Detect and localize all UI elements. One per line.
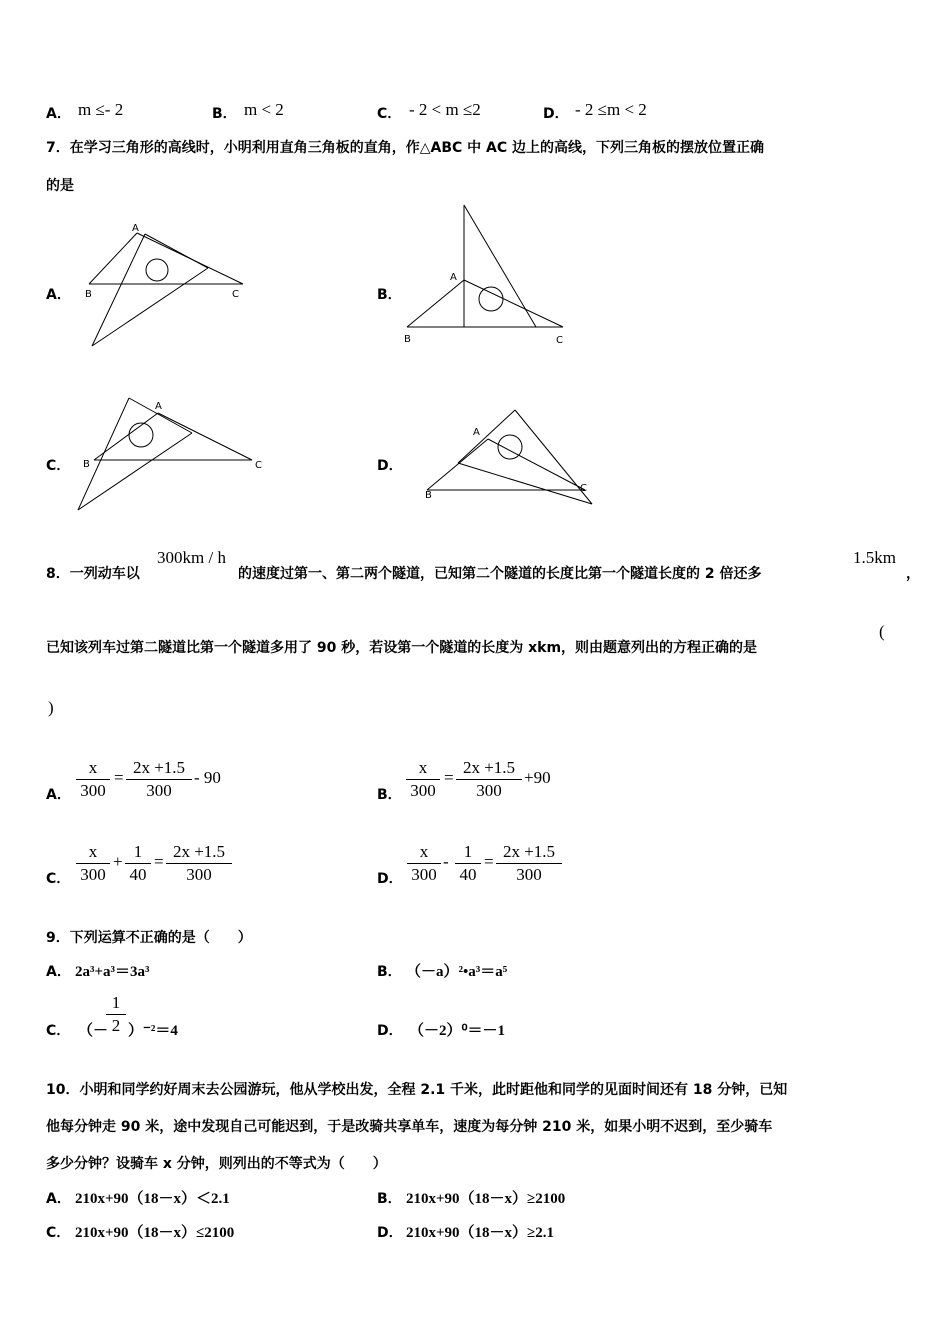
fig-c-label-a: A bbox=[155, 401, 162, 412]
q8-c-rhs-fraction bbox=[166, 841, 232, 886]
q7-figure-a bbox=[80, 218, 250, 350]
q8-b-eq: = bbox=[444, 768, 454, 787]
q10-stem-line3: 多少分钟？设骑车 x 分钟，则列出的不等式为（ ） bbox=[46, 1156, 387, 1172]
q9-stem: 9．下列运算不正确的是（ ） bbox=[46, 930, 252, 946]
q8-a-eq: = bbox=[114, 768, 124, 787]
q6-option-d-label: D． bbox=[543, 106, 569, 122]
q8-a-rhs-den: 300 bbox=[146, 781, 172, 800]
q9-option-c-fraction bbox=[106, 992, 126, 1037]
q6-option-a-text: m ≤- 2 bbox=[78, 100, 124, 119]
q7-option-d-label: D． bbox=[377, 458, 403, 474]
q7-figure-c bbox=[72, 396, 267, 514]
q9-option-c-post: ）⁻²＝4 bbox=[128, 1023, 178, 1039]
q8-a-lhs-den: 300 bbox=[80, 781, 106, 800]
q8-a-rhs-num: 2x +1.5 bbox=[126, 757, 192, 780]
q9-option-c-pre: （－ bbox=[78, 1023, 109, 1039]
q6-option-b-text: m < 2 bbox=[244, 100, 284, 119]
q10-stem-line1: 10．小明和同学约好周末去公园游玩，他从学校出发，全程 2.1 千米，此时距他和同学的见面时间还有 18 分钟，已知 bbox=[46, 1082, 788, 1098]
q7-option-b-label: B． bbox=[377, 287, 402, 303]
q6-option-d-text: - 2 ≤m < 2 bbox=[575, 100, 647, 119]
q8-stem-line2: 已知该列车过第二隧道比第一个隧道多用了 90 秒，若设第一个隧道的长度为 xkm，则由题意列出的方程正确的是 bbox=[46, 640, 758, 656]
q9-option-b-label: B． bbox=[377, 964, 402, 980]
q8-d-mid-fraction bbox=[455, 841, 481, 886]
q8-c-lhs-fraction bbox=[76, 841, 110, 886]
q8-c-mid-den: 40 bbox=[129, 865, 147, 884]
q8-c-mid-num: 1 bbox=[125, 841, 151, 864]
q8-c-op: + bbox=[113, 852, 123, 871]
q8-c-rhs-den: 300 bbox=[186, 865, 212, 884]
q8-a-lhs-fraction bbox=[76, 757, 110, 802]
q9-option-d-label: D． bbox=[377, 1023, 403, 1039]
fig-c-label-c: C bbox=[255, 460, 262, 471]
q6-option-c-label: C． bbox=[377, 106, 402, 122]
q8-c-lhs-num: x bbox=[76, 841, 110, 864]
q6-option-b-label: B． bbox=[212, 106, 237, 122]
q7-option-a-label: A． bbox=[46, 287, 71, 303]
q8-b-rhs-fraction bbox=[456, 757, 522, 802]
q8-b-rhs-num: 2x +1.5 bbox=[456, 757, 522, 780]
q7-stem-line2: 的是 bbox=[46, 178, 74, 194]
q9-c-den: 2 bbox=[111, 1016, 121, 1035]
q7-figure-b bbox=[400, 200, 575, 350]
q8-d-rhs-fraction bbox=[496, 841, 562, 886]
q9-option-a-label: A． bbox=[46, 964, 71, 980]
q8-d-rhs-den: 300 bbox=[516, 865, 542, 884]
q8-option-b-label: B． bbox=[377, 787, 402, 803]
q10-option-a-text: 210x+90（18－x）＜2.1 bbox=[75, 1191, 230, 1207]
fig-c-label-b: B bbox=[83, 459, 90, 470]
q8-speed: 300km / h bbox=[157, 548, 226, 567]
q10-option-a-label: A． bbox=[46, 1191, 71, 1207]
q8-comma: ， bbox=[906, 566, 920, 582]
q10-option-b-label: B． bbox=[377, 1191, 402, 1207]
fig-d-label-c: C bbox=[580, 483, 587, 494]
fig-a-label-a: A bbox=[132, 223, 139, 234]
q8-a-tail: - 90 bbox=[194, 768, 221, 787]
q8-b-lhs-num: x bbox=[406, 757, 440, 780]
q10-option-c-text: 210x+90（18－x）≤2100 bbox=[75, 1225, 235, 1241]
q8-extra-length: 1.5km bbox=[853, 548, 896, 567]
q8-c-lhs-den: 300 bbox=[80, 865, 106, 884]
q10-option-c-label: C． bbox=[46, 1225, 71, 1241]
q8-d-lhs-num: x bbox=[407, 841, 441, 864]
q8-a-lhs-num: x bbox=[76, 757, 110, 780]
q8-b-lhs-den: 300 bbox=[410, 781, 436, 800]
fig-a-label-c: C bbox=[232, 289, 239, 300]
fig-b-label-c: C bbox=[556, 335, 563, 346]
q8-b-tail: +90 bbox=[524, 768, 551, 787]
q8-d-rhs-num: 2x +1.5 bbox=[496, 841, 562, 864]
q9-option-b-text: （－a）²•a³＝a⁵ bbox=[406, 964, 508, 980]
q7-figure-d bbox=[420, 405, 600, 509]
q10-option-d-label: D． bbox=[377, 1225, 403, 1241]
q8-stem-part1: 8．一列动车以 bbox=[46, 566, 140, 582]
q8-d-mid-den: 40 bbox=[459, 865, 477, 884]
q8-close-paren: ) bbox=[48, 698, 54, 717]
q8-d-lhs-fraction bbox=[407, 841, 441, 886]
q7-option-c-label: C． bbox=[46, 458, 71, 474]
q7-stem-line1: 7．在学习三角形的高线时，小明利用直角三角板的直角，作△ABC 中 AC 边上的高线，下列三角板的摆放位置正确 bbox=[46, 140, 765, 156]
q8-option-d-label: D． bbox=[377, 871, 403, 887]
q8-open-paren: ( bbox=[879, 622, 885, 641]
fig-d-label-a: A bbox=[473, 427, 480, 438]
q8-a-rhs-fraction bbox=[126, 757, 192, 802]
q10-option-b-text: 210x+90（18－x）≥2100 bbox=[406, 1191, 566, 1207]
q10-option-d-text: 210x+90（18－x）≥2.1 bbox=[406, 1225, 555, 1241]
q9-option-c-label: C． bbox=[46, 1023, 71, 1039]
q8-c-rhs-num: 2x +1.5 bbox=[166, 841, 232, 864]
q8-b-rhs-den: 300 bbox=[476, 781, 502, 800]
q9-option-a-text: 2a³+a³＝3a³ bbox=[75, 964, 150, 980]
q8-c-eq: = bbox=[154, 852, 164, 871]
q8-c-mid-fraction bbox=[125, 841, 151, 886]
q8-option-c-label: C． bbox=[46, 871, 71, 887]
q10-stem-line2: 他每分钟走 90 米，途中发现自己可能迟到，于是改骑共享单车，速度为每分钟 210 米，如果小明不迟到，至少骑车 bbox=[46, 1119, 773, 1135]
q8-d-lhs-den: 300 bbox=[411, 865, 437, 884]
fig-d-label-b: B bbox=[425, 490, 432, 501]
q6-option-a-label: A． bbox=[46, 106, 71, 122]
fig-a-label-b: B bbox=[85, 289, 92, 300]
fig-b-label-a: A bbox=[450, 272, 457, 283]
q9-option-d-text: （－2）⁰＝－1 bbox=[409, 1023, 506, 1039]
fig-b-label-b: B bbox=[404, 334, 411, 345]
q8-d-mid-num: 1 bbox=[455, 841, 481, 864]
q6-option-c-text: - 2 < m ≤2 bbox=[409, 100, 481, 119]
q9-c-num: 1 bbox=[106, 992, 126, 1015]
q8-stem-part2: 的速度过第一、第二两个隧道，已知第二个隧道的长度比第一个隧道长度的 2 倍还多 bbox=[238, 566, 762, 582]
q8-d-op: - bbox=[443, 852, 449, 871]
q8-option-a-label: A． bbox=[46, 787, 71, 803]
q8-d-eq: = bbox=[484, 852, 494, 871]
q8-b-lhs-fraction bbox=[406, 757, 440, 802]
